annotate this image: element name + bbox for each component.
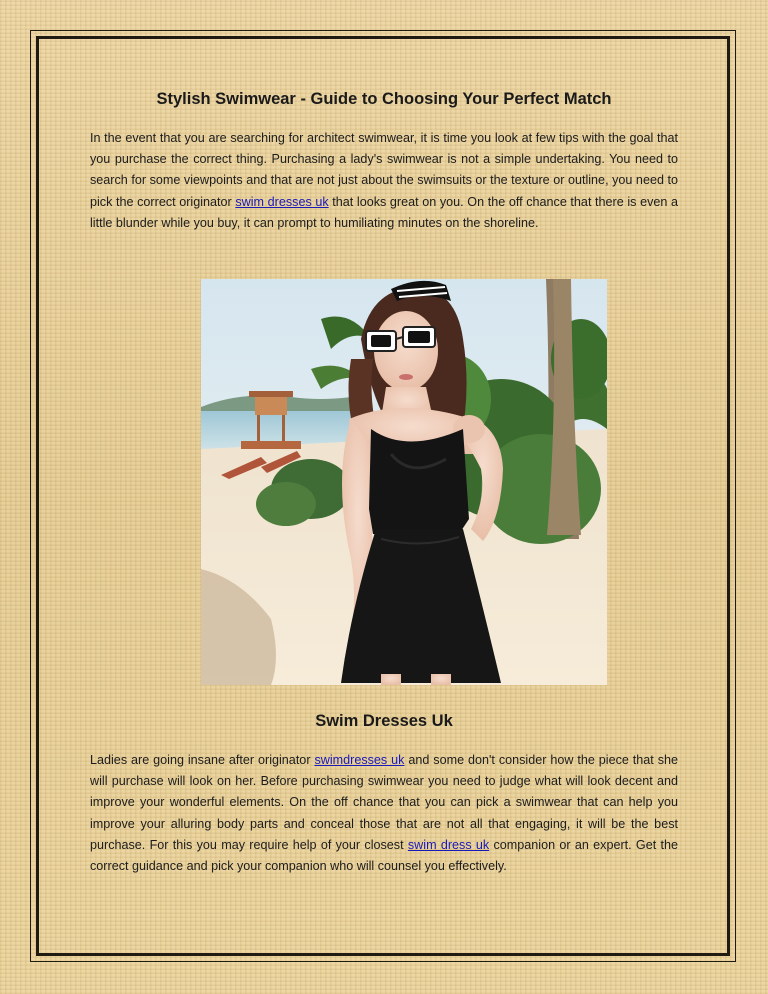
swim-dresses-paragraph [90, 750, 678, 877]
section-heading-swim-dresses-uk: Swim Dresses Uk [315, 712, 453, 730]
intro-paragraph [90, 128, 678, 234]
woman-in-black-swim-dress-photo [201, 279, 607, 685]
section-text-c: companion or an expert. Get the correct guidance and pick your companion who will counsel you effectively. [90, 837, 679, 874]
section-text-a: Ladies are going insane after originator [90, 753, 315, 767]
intro-text-a: In the event that you are searching for architect swimwear, it is time you look at few tips with the goal that you purchase the correct thing. Purchasing a lady's swimwear is not a simple undertaking. You need to search for some viewpoints and that are not just about the swimsuits or the texture or outline, you need to pick the correct originator [90, 131, 678, 209]
intro-text-b: that looks great on you. On the off chance that there is even a little blunder while you buy, it can prompt to humiliating minutes on the shoreline. [90, 194, 679, 230]
swimdresses-uk-link[interactable]: swimdresses uk [314, 753, 405, 767]
section-text-b: and some don't consider how the piece that she will purchase will look on her. Before purchasing swimwear you need to judge what will look decent and improve your wonderful elements. On the off chance that you can pick a swimwear that can help you improve your alluring body parts and conceal those that are not all that engaging, it will be the best purchase. For this you may require help of your closest [90, 753, 679, 852]
swim-dress-uk-link[interactable]: swim dress uk [407, 837, 490, 852]
swim-dresses-uk-link[interactable]: swim dresses uk [235, 194, 329, 209]
document-title: Stylish Swimwear - Guide to Choosing Your Perfect Match [156, 90, 612, 108]
